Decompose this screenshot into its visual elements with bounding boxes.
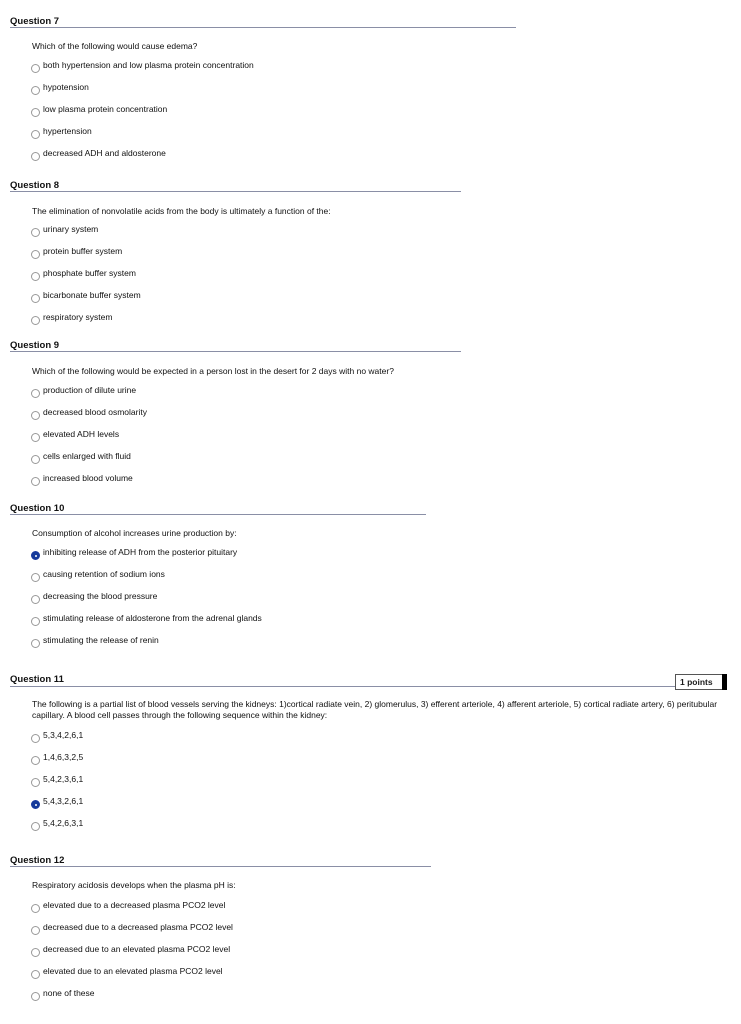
question-title: Question 8 — [10, 180, 60, 191]
question-text: Which of the following would cause edema? — [32, 41, 198, 51]
answer-option[interactable] — [31, 312, 112, 326]
radio-button[interactable] — [31, 595, 40, 604]
question-title: Question 12 — [10, 855, 65, 866]
answer-option[interactable] — [31, 473, 133, 487]
answer-option[interactable] — [31, 988, 95, 1002]
option-label: bicarbonate buffer system — [43, 290, 141, 300]
answer-option[interactable] — [31, 290, 141, 304]
question-divider — [10, 686, 675, 687]
radio-button[interactable] — [31, 822, 40, 831]
answer-option[interactable] — [31, 126, 92, 140]
radio-button-selected[interactable] — [31, 551, 40, 560]
answer-option[interactable] — [31, 752, 83, 766]
answer-option[interactable] — [31, 82, 89, 96]
question-divider — [10, 27, 516, 28]
option-label: elevated due to an elevated plasma PCO2 level — [43, 966, 223, 976]
radio-button[interactable] — [31, 455, 40, 464]
radio-button[interactable] — [31, 639, 40, 648]
question-text: The following is a partial list of blood vessels serving the kidneys: 1)cortical radiate vein, 2) glomerulus, 3) efferent arteriole, 4) afferent arteriole, 5) cortical radiate artery, 6) peritubular capillary. A blood cell passes through the following sequence within the kidney: — [32, 699, 718, 720]
option-label: stimulating the release of renin — [43, 635, 159, 645]
answer-option[interactable] — [31, 148, 166, 162]
answer-option[interactable] — [31, 796, 83, 810]
option-label: 5,4,2,6,3,1 — [43, 818, 84, 828]
question-text: Which of the following would be expected in a person lost in the desert for 2 days with no water? — [32, 366, 394, 376]
radio-button[interactable] — [31, 756, 40, 765]
radio-button[interactable] — [31, 86, 40, 95]
question-title: Question 11 — [10, 674, 64, 685]
answer-option[interactable] — [31, 104, 167, 118]
radio-button-selected[interactable] — [31, 800, 40, 809]
radio-button[interactable] — [31, 130, 40, 139]
radio-button[interactable] — [31, 64, 40, 73]
option-label: low plasma protein concentration — [43, 104, 168, 114]
option-label: cells enlarged with fluid — [43, 451, 131, 461]
answer-option[interactable] — [31, 613, 262, 627]
radio-button[interactable] — [31, 477, 40, 486]
option-label: decreasing the blood pressure — [43, 591, 158, 601]
question-divider — [10, 514, 426, 515]
option-label: causing retention of sodium ions — [43, 569, 165, 579]
radio-button[interactable] — [31, 250, 40, 259]
radio-button[interactable] — [31, 411, 40, 420]
option-label: urinary system — [43, 224, 99, 234]
option-label: hypertension — [43, 126, 92, 136]
answer-option[interactable] — [31, 547, 237, 561]
answer-option[interactable] — [31, 818, 83, 832]
radio-button[interactable] — [31, 316, 40, 325]
answer-option[interactable] — [31, 591, 157, 605]
radio-button[interactable] — [31, 389, 40, 398]
option-label: decreased ADH and aldosterone — [43, 148, 166, 158]
option-label: phosphate buffer system — [43, 268, 136, 278]
question-divider — [10, 351, 461, 352]
radio-button[interactable] — [31, 294, 40, 303]
answer-option[interactable] — [31, 944, 230, 958]
option-label: increased blood volume — [43, 473, 133, 483]
points-marker — [722, 674, 727, 690]
radio-button[interactable] — [31, 948, 40, 957]
option-label: 5,4,3,2,6,1 — [43, 796, 84, 806]
answer-option[interactable] — [31, 730, 83, 744]
option-label: 5,3,4,2,6,1 — [43, 730, 84, 740]
question-divider — [10, 191, 461, 192]
question-title: Question 9 — [10, 340, 60, 351]
option-label: inhibiting release of ADH from the posterior pituitary — [43, 547, 238, 557]
option-label: 1,4,6,3,2,5 — [43, 752, 84, 762]
question-text: Consumption of alcohol increases urine production by: — [32, 528, 237, 538]
option-label: both hypertension and low plasma protein concentration — [43, 60, 254, 70]
answer-option[interactable] — [31, 268, 136, 282]
radio-button[interactable] — [31, 970, 40, 979]
question-title: Question 10 — [10, 503, 65, 514]
radio-button[interactable] — [31, 573, 40, 582]
answer-option[interactable] — [31, 224, 98, 238]
question-title: Question 7 — [10, 16, 60, 27]
answer-option[interactable] — [31, 246, 122, 260]
radio-button[interactable] — [31, 904, 40, 913]
radio-button[interactable] — [31, 272, 40, 281]
answer-option[interactable] — [31, 966, 223, 980]
option-label: decreased blood osmolarity — [43, 407, 147, 417]
question-divider — [10, 866, 431, 867]
answer-option[interactable] — [31, 60, 254, 74]
answer-option[interactable] — [31, 922, 233, 936]
radio-button[interactable] — [31, 926, 40, 935]
answer-option[interactable] — [31, 385, 136, 399]
answer-option[interactable] — [31, 569, 165, 583]
option-label: 5,4,2,3,6,1 — [43, 774, 84, 784]
question-text: Respiratory acidosis develops when the plasma pH is: — [32, 880, 236, 890]
option-label: elevated due to a decreased plasma PCO2 level — [43, 900, 226, 910]
option-label: none of these — [43, 988, 95, 998]
answer-option[interactable] — [31, 635, 159, 649]
option-label: respiratory system — [43, 312, 113, 322]
answer-option[interactable] — [31, 407, 147, 421]
radio-button[interactable] — [31, 228, 40, 237]
points-badge: 1 points — [675, 674, 727, 690]
answer-option[interactable] — [31, 774, 83, 788]
radio-button[interactable] — [31, 617, 40, 626]
radio-button[interactable] — [31, 992, 40, 1001]
radio-button[interactable] — [31, 152, 40, 161]
option-label: elevated ADH levels — [43, 429, 120, 439]
question-text: The elimination of nonvolatile acids from the body is ultimately a function of the: — [32, 206, 331, 216]
radio-button[interactable] — [31, 734, 40, 743]
answer-option[interactable] — [31, 900, 225, 914]
option-label: stimulating release of aldosterone from the adrenal glands — [43, 613, 262, 623]
option-label: decreased due to an elevated plasma PCO2 level — [43, 944, 231, 954]
radio-button[interactable] — [31, 778, 40, 787]
radio-button[interactable] — [31, 108, 40, 117]
option-label: hypotension — [43, 82, 89, 92]
answer-option[interactable] — [31, 451, 131, 465]
option-label: production of dilute urine — [43, 385, 137, 395]
option-label: protein buffer system — [43, 246, 123, 256]
radio-button[interactable] — [31, 433, 40, 442]
option-label: decreased due to a decreased plasma PCO2 level — [43, 922, 233, 932]
answer-option[interactable] — [31, 429, 119, 443]
